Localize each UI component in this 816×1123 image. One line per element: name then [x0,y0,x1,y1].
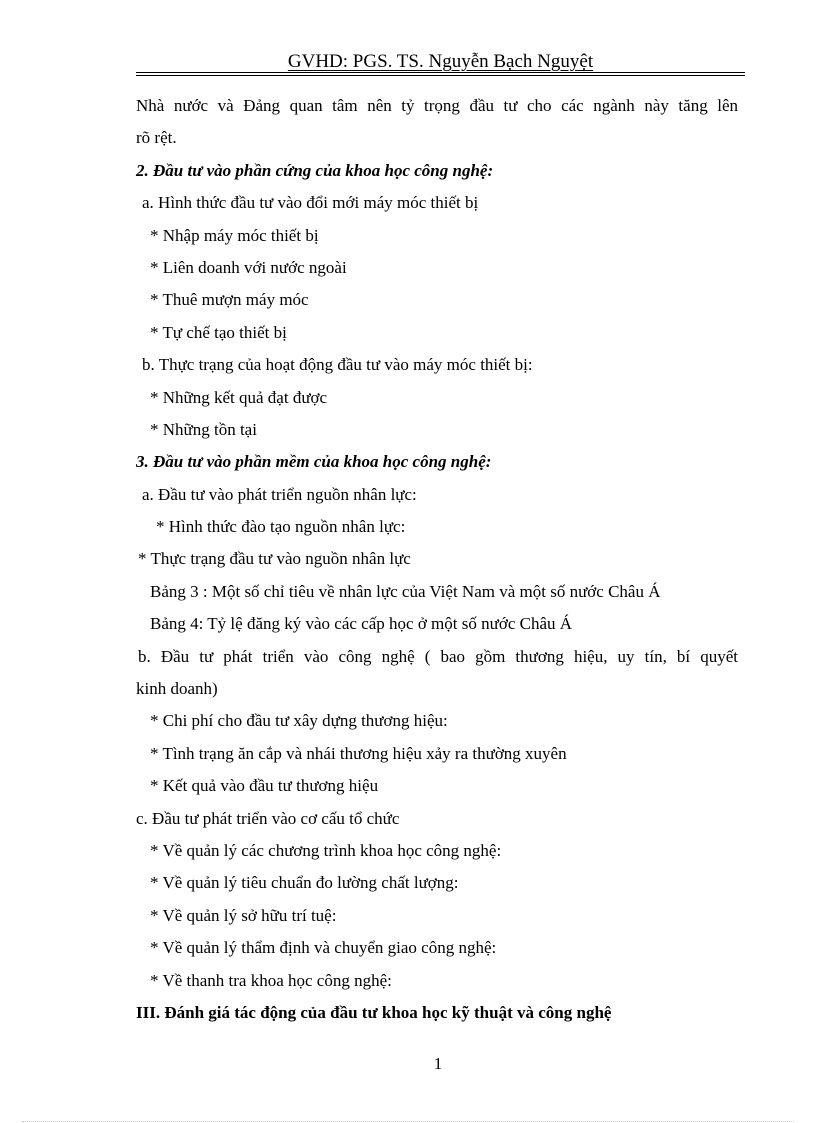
bullet-item: * Về quản lý các chương trình khoa học công nghệ: [150,840,502,860]
bullet-item: * Thực trạng đầu tư vào nguồn nhân lực [138,549,411,569]
bullet-item: * Về quản lý tiêu chuẩn đo lường chất lượng: [150,873,459,893]
subsection-heading: c. Đầu tư phát triển vào cơ cấu tổ chức [136,808,400,828]
header-rule-secondary [136,75,745,76]
subsection-heading: a. Hình thức đầu tư vào đổi mới máy móc thiết bị [142,193,479,213]
bullet-item: * Kết quả vào đầu tư thương hiệu [150,776,379,796]
bullet-item: * Về quản lý thẩm định và chuyển giao công nghệ: [150,938,497,958]
paragraph-line: Nhà nước và Đảng quan tâm nên tỷ trọng đầu tư cho các ngành này tăng lên [136,96,738,115]
bullet-item: * Những tồn tại [150,419,257,439]
bullet-item: * Về quản lý sở hữu trí tuệ: [150,905,337,925]
paragraph-line: kinh doanh) [136,679,218,699]
subsection-heading: b. Đầu tư phát triển vào công nghệ ( bao gồm thương hiệu, uy tín, bí quyết [138,646,738,666]
bullet-item: * Chi phí cho đầu tư xây dựng thương hiệu: [150,711,448,731]
bullet-item: * Về thanh tra khoa học công nghệ: [150,970,392,990]
bullet-item: * Những kết quả đạt được [150,387,328,407]
document-body [136,90,738,1029]
bullet-item: * Hình thức đào tạo nguồn nhân lực: [156,517,406,537]
page-bottom-border [22,1121,794,1122]
section-heading: 3. Đầu tư vào phần mềm của khoa học công nghệ: [136,452,492,472]
header-rule [136,72,745,73]
section-heading: 2. Đầu tư vào phần cứng của khoa học công nghệ: [136,160,494,180]
subsection-heading: a. Đầu tư vào phát triển nguồn nhân lực: [142,484,417,504]
bullet-item: * Tình trạng ăn cắp và nhái thương hiệu xảy ra thường xuyên [150,743,567,763]
paragraph-line: rõ rệt. [136,128,177,148]
page-header: GVHD: PGS. TS. Nguyễn Bạch Nguyệt [287,51,594,72]
table-reference: Bảng 3 : Một số chỉ tiêu về nhân lực của Việt Nam và một số nước Châu Á [150,581,661,601]
bullet-item: * Thuê mượn máy móc [150,290,309,310]
table-reference: Bảng 4: Tỷ lệ đăng ký vào các cấp học ở một số nước Châu Á [150,614,573,634]
bullet-item: * Liên doanh với nước ngoài [150,257,347,277]
bullet-item: * Nhập máy móc thiết bị [150,225,319,245]
subsection-heading: b. Thực trạng của hoạt động đầu tư vào máy móc thiết bị: [142,355,533,375]
chapter-heading: III. Đánh giá tác động của đầu tư khoa học kỹ thuật và công nghệ [136,1002,612,1022]
page-number: 1 [433,1054,443,1073]
bullet-item: * Tự chế tạo thiết bị [150,322,287,342]
